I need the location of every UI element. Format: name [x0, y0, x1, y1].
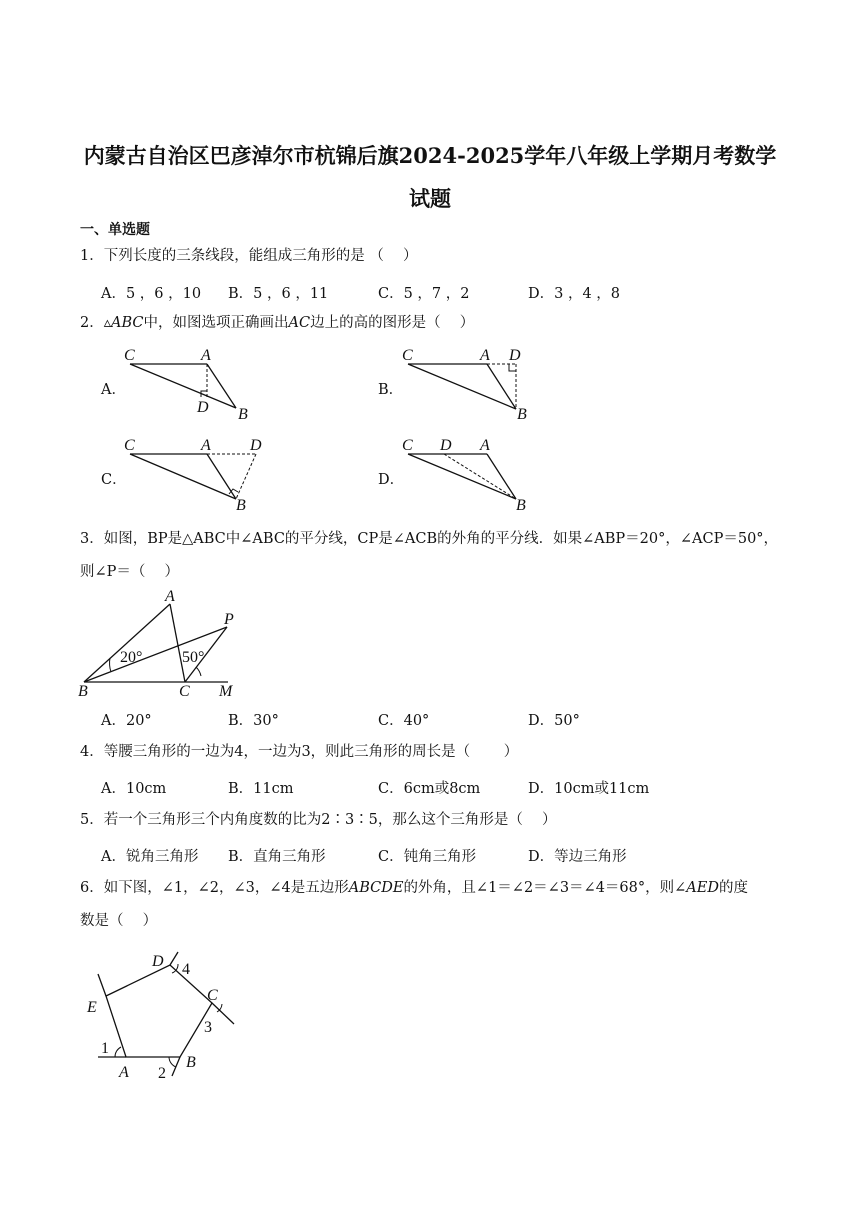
q2c-point-a: A: [201, 437, 211, 454]
q4-option-d[interactable]: D．10cm或11cm: [528, 781, 650, 797]
question-1-stem: 1．下列长度的三条线段，能组成三角形的是 （ ）: [80, 248, 418, 264]
q4-option-c[interactable]: C．6cm或8cm: [378, 781, 481, 797]
q5-option-b[interactable]: B．直角三角形: [228, 849, 326, 865]
page-title: 内蒙古自治区巴彦淖尔市杭锦后旗2024-2025学年八年级上学期月考数学: [83, 143, 777, 168]
question-2-stem: 2．▵ABC中，如图选项正确画出AC边上的高的图形是（ ）: [80, 315, 475, 331]
q2b-point-b: B: [517, 406, 527, 423]
q2d-point-b: B: [516, 497, 526, 514]
q3-option-a[interactable]: A．20°: [101, 713, 152, 729]
q4-option-b[interactable]: B．11cm: [228, 781, 294, 797]
section-heading: 一、单选题: [80, 222, 150, 238]
q3-point-b: B: [78, 683, 88, 700]
q6-point-a: A: [119, 1064, 129, 1081]
q2-option-a[interactable]: A．: [101, 382, 126, 398]
q2d-point-d: D: [440, 437, 452, 454]
q2a-point-d: D: [197, 399, 209, 416]
q1-option-d[interactable]: D．3 ，4 ，8: [528, 286, 621, 302]
q2a-point-a: A: [201, 347, 211, 364]
q1-option-a[interactable]: A．5 ，6 ，10: [101, 286, 202, 302]
q2c-point-c: C: [124, 437, 135, 454]
q2c-point-d: D: [250, 437, 262, 454]
q5-option-c[interactable]: C．钝角三角形: [378, 849, 477, 865]
q3-option-d[interactable]: D．50°: [528, 713, 580, 729]
q2a-point-b: B: [238, 406, 248, 423]
q6-angle-3: 3: [204, 1019, 212, 1036]
q6-point-e: E: [87, 999, 97, 1016]
q1-option-b[interactable]: B．5 ，6 ，11: [228, 286, 329, 302]
q6-angle-1: 1: [101, 1040, 109, 1057]
q3-option-b[interactable]: B．30°: [228, 713, 279, 729]
q6-angle-4: 4: [182, 961, 190, 978]
question-6-stem-line2: 数是（ ）: [80, 913, 158, 929]
q6-point-b: B: [186, 1054, 196, 1071]
q6-angle-2: 2: [158, 1065, 166, 1082]
q6-point-c: C: [207, 987, 218, 1004]
q3-point-c: C: [179, 683, 190, 700]
question-3-stem-line1: 3．如图，BP是△ABC中∠ABC的平分线，CP是∠ACB的外角的平分线．如果∠ABP＝20°，∠ACP＝50°，: [80, 531, 779, 547]
q2-option-c[interactable]: C．: [101, 472, 127, 488]
q4-option-a[interactable]: A．10cm: [101, 781, 167, 797]
q2d-point-a: A: [480, 437, 490, 454]
q2-option-b[interactable]: B．: [378, 382, 404, 398]
q2b-point-d: D: [509, 347, 521, 364]
question-5-stem: 5．若一个三角形三个内角度数的比为2∶3∶5，那么这个三角形是（ ）: [80, 812, 557, 828]
question-6-stem-line1: 6．如下图，∠1，∠2，∠3，∠4是五边形ABCDE的外角，且∠1＝∠2＝∠3＝∠4＝68°，则∠AED的度: [80, 880, 748, 896]
q3-point-a: A: [165, 588, 175, 605]
q3-point-p: P: [224, 611, 234, 628]
question-3-stem-line2: 则∠P＝（ ）: [80, 564, 180, 580]
page-title-line2: 试题: [409, 186, 451, 211]
q3-angle-20: 20°: [120, 649, 143, 666]
q2b-point-a: A: [480, 347, 490, 364]
q3-option-c[interactable]: C．40°: [378, 713, 430, 729]
q3-angle-50: 50°: [182, 649, 205, 666]
q2-option-d[interactable]: D．: [378, 472, 405, 488]
q2d-point-c: C: [402, 437, 413, 454]
q6-point-d: D: [152, 953, 164, 970]
q2a-point-c: C: [124, 347, 135, 364]
q1-option-c[interactable]: C．5 ，7 ，2: [378, 286, 470, 302]
q3-point-m: M: [219, 683, 233, 700]
q2b-point-c: C: [402, 347, 413, 364]
q5-option-a[interactable]: A．锐角三角形: [101, 849, 199, 865]
q2c-point-b: B: [236, 497, 246, 514]
q5-option-d[interactable]: D．等边三角形: [528, 849, 627, 865]
question-4-stem: 4．等腰三角形的一边为4，一边为3，则此三角形的周长是（ ）: [80, 744, 519, 760]
